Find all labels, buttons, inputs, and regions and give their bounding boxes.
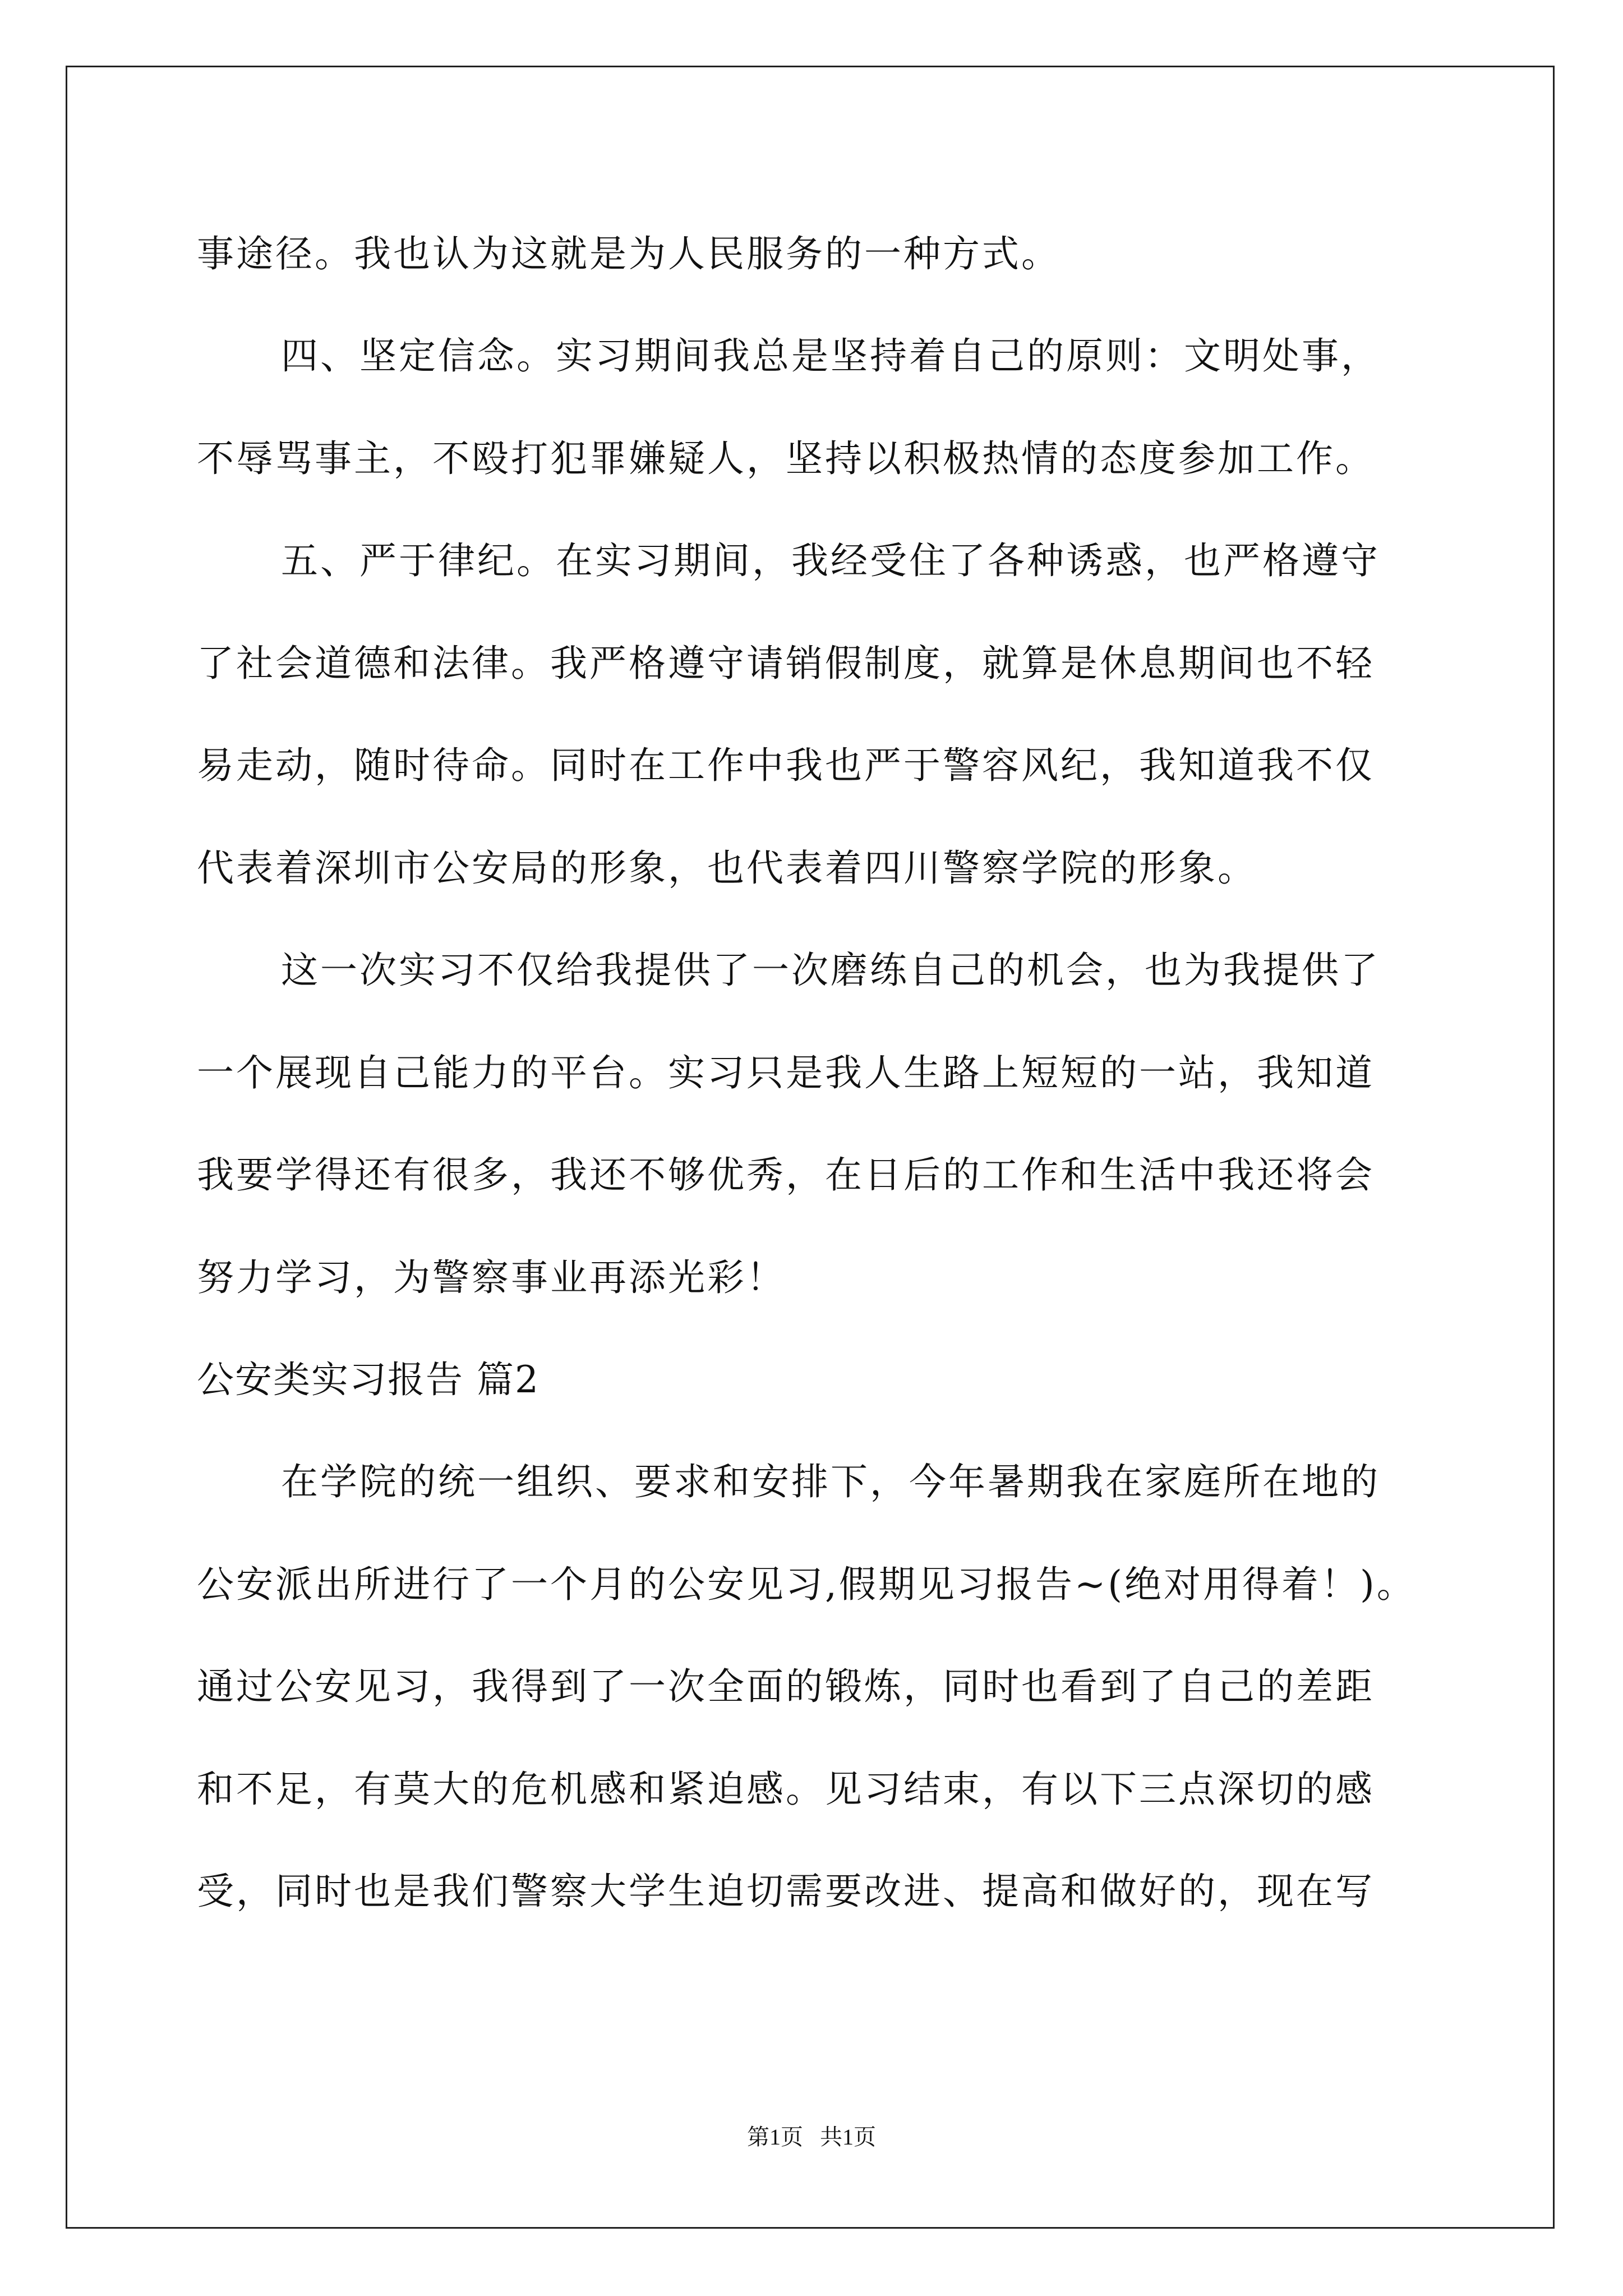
body-line: 事途径。我也认为这就是为人民服务的一种方式。 — [197, 232, 1061, 275]
page-footer — [0, 2123, 1623, 2151]
body-line: 一个展现自己能力的平台。实习只是我人生路上短短的一站，我知道 — [197, 1051, 1375, 1094]
body-line: 在学院的统一组织、要求和安排下，今年暑期我在家庭所在地的 — [281, 1460, 1380, 1503]
section-heading: 公安类实习报告 篇2 — [197, 1358, 540, 1401]
body-line: 我要学得还有很多，我还不够优秀，在日后的工作和生活中我还将会 — [197, 1153, 1375, 1197]
body-line: 代表着深圳市公安局的形象，也代表着四川警察学院的形象。 — [197, 846, 1257, 890]
body-line: 这一次实习不仅给我提供了一次磨练自己的机会，也为我提供了 — [281, 949, 1380, 992]
body-line: 努力学习，为警察事业再添光彩！ — [197, 1256, 786, 1299]
body-line: 公安派出所进行了一个月的公安见习,假期见习报告~(绝对用得着！)。 — [197, 1563, 1416, 1606]
body-line: 四、坚定信念。实习期间我总是坚持着自己的原则：文明处事， — [281, 334, 1380, 378]
body-line: 通过公安见习，我得到了一次全面的锻炼，同时也看到了自己的差距 — [197, 1665, 1375, 1708]
page-number: 第1页 — [747, 2124, 803, 2150]
page-total: 共1页 — [820, 2124, 876, 2150]
body-line: 易走动，随时待命。同时在工作中我也严于警容风纪，我知道我不仅 — [197, 744, 1375, 787]
body-line: 受，同时也是我们警察大学生迫切需要改进、提高和做好的，现在写 — [197, 1870, 1375, 1913]
body-line: 了社会道德和法律。我严格遵守请销假制度，就算是休息期间也不轻 — [197, 642, 1375, 685]
body-line: 和不足，有莫大的危机感和紧迫感。见习结束，有以下三点深切的感 — [197, 1768, 1375, 1811]
body-line: 不辱骂事主，不殴打犯罪嫌疑人，坚持以积极热情的态度参加工作。 — [197, 437, 1375, 480]
body-line: 五、严于律纪。在实习期间，我经受住了各种诱惑，也严格遵守 — [281, 539, 1380, 582]
